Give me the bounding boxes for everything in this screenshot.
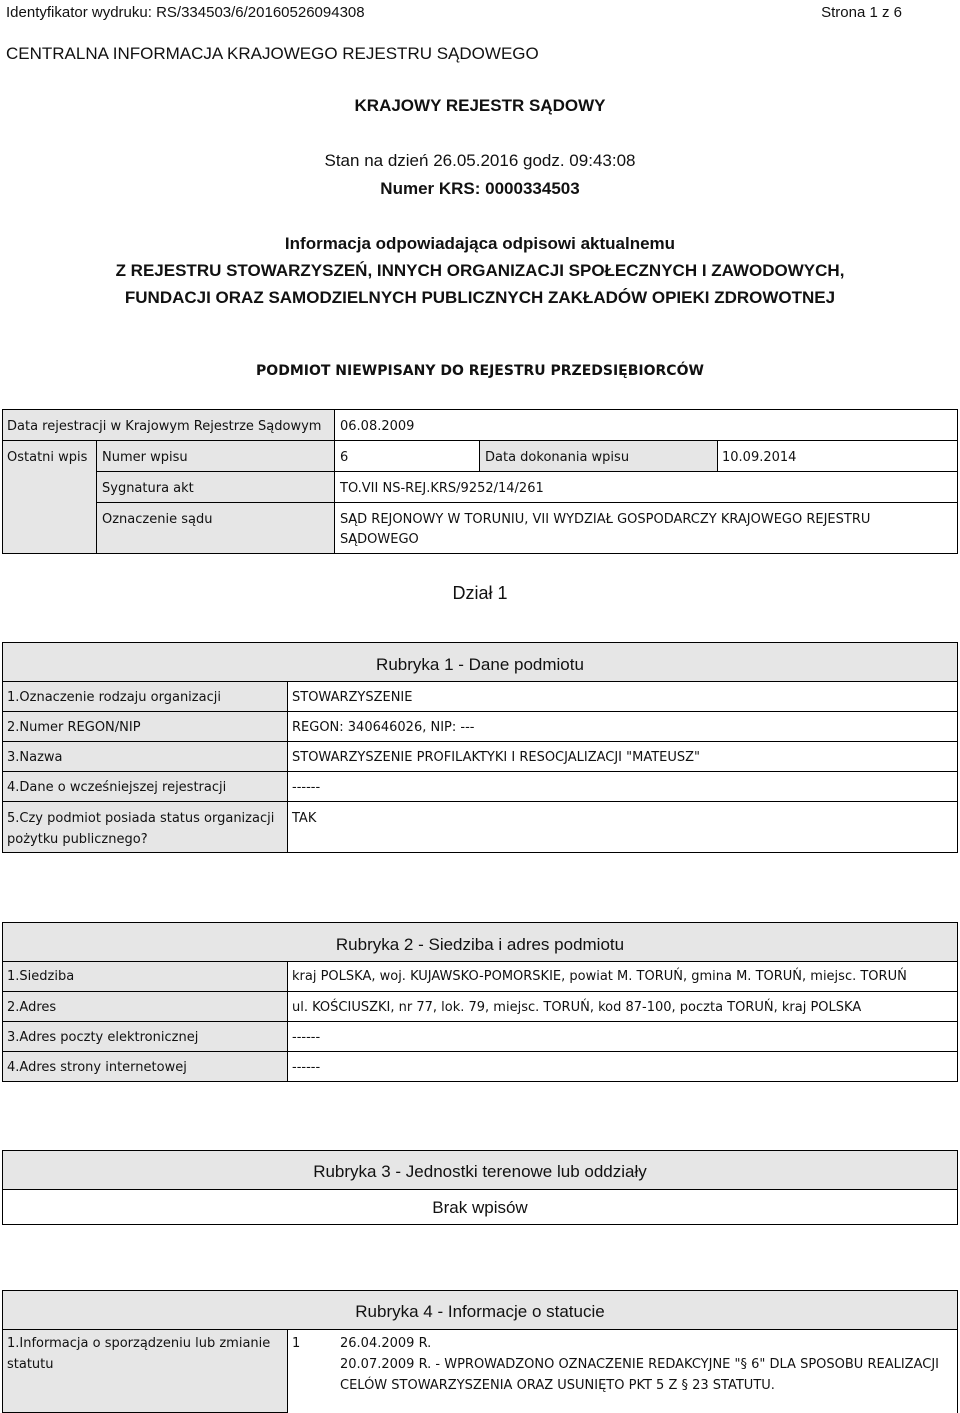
registration-date-label: Data rejestracji w Krajowym Rejestrze Sądowym xyxy=(7,419,322,434)
rubric-1-row-4-value: ------ xyxy=(292,780,321,795)
krs-number: Numer KRS: 0000334503 xyxy=(380,179,580,198)
rubric-4-label-line-1: 1.Informacja o sporządzeniu lub zmianie xyxy=(7,1336,271,1351)
signature-value: TO.VII NS-REJ.KRS/9252/14/261 xyxy=(340,481,544,496)
rubric-1-row-5-value: TAK xyxy=(292,811,317,826)
last-entry-label: Ostatni wpis xyxy=(7,450,88,465)
registry-title: KRAJOWY REJESTR SĄDOWY xyxy=(354,96,606,115)
rubric-4-value-line-2: 20.07.2009 R. - WPROWADZONO OZNACZENIE REDAKCYJNE "§ 6" DLA SPOSOBU REALIZACJI xyxy=(340,1357,939,1372)
rubric-1-row-4-label: 4.Dane o wcześniejszej rejestracji xyxy=(7,780,227,795)
entry-date-label: Data dokonania wpisu xyxy=(485,450,630,465)
rubric-4-value-line-3: CELÓW STOWARZYSZENIA ORAZ USUNIĘTO PKT 5 Z § 23 STATUTU. xyxy=(340,1378,775,1393)
rubric-2-row-1-label: 1.Siedziba xyxy=(7,969,75,984)
rubric-2-row-3-value: ------ xyxy=(292,1030,321,1045)
info-line-1: Informacja odpowiadająca odpisowi aktualnemu xyxy=(284,234,676,253)
rubric-4-label-line-2: statutu xyxy=(7,1357,54,1372)
section-title: Dział 1 xyxy=(452,583,508,603)
subject-note: PODMIOT NIEWPISANY DO REJESTRU PRZEDSIĘBIORCÓW xyxy=(256,363,704,379)
rubric-2-row-2-label: 2.Adres xyxy=(7,1000,57,1015)
print-identifier: Identyfikator wydruku: RS/334503/6/20160526094308 xyxy=(6,4,365,21)
rubric-4-index: 1 xyxy=(292,1336,301,1351)
rubric-1-row-1-value: STOWARZYSZENIE xyxy=(292,690,413,705)
rubric-2-row-2-value: ul. KOŚCIUSZKI, nr 77, lok. 79, miejsc. TORUŃ, kod 87-100, poczta TORUŃ, kraj POLSKA xyxy=(292,1000,862,1015)
entry-number-value: 6 xyxy=(340,450,349,465)
court-label: Oznaczenie sądu xyxy=(102,512,213,527)
entry-number-label: Numer wpisu xyxy=(102,450,188,465)
rubric-1-title: Rubryka 1 - Dane podmiotu xyxy=(376,655,584,674)
info-line-2: Z REJESTRU STOWARZYSZEŃ, INNYCH ORGANIZACJI SPOŁECZNYCH I ZAWODOWYCH, xyxy=(115,261,845,280)
rubric-1-row-3-label: 3.Nazwa xyxy=(7,750,63,765)
rubric-3-title: Rubryka 3 - Jednostki terenowe lub oddziały xyxy=(313,1162,647,1181)
rubric-1-row-5-label-line-2: pożytku publicznego? xyxy=(7,832,148,847)
rubric-1-row-3-value: STOWARZYSZENIE PROFILAKTYKI I RESOCJALIZACJI "MATEUSZ" xyxy=(292,750,701,765)
entry-date-value: 10.09.2014 xyxy=(722,450,797,465)
info-line-3: FUNDACJI ORAZ SAMODZIELNYCH PUBLICZNYCH ZAKŁADÓW OPIEKI ZDROWOTNEJ xyxy=(124,288,836,307)
rubric-4-title: Rubryka 4 - Informacje o statucie xyxy=(355,1302,605,1321)
rubric-2-title: Rubryka 2 - Siedziba i adres podmiotu xyxy=(335,935,625,954)
rubric-2-row-4-value: ------ xyxy=(292,1060,321,1075)
institution-name: CENTRALNA INFORMACJA KRAJOWEGO REJESTRU SĄDOWEGO xyxy=(6,44,539,63)
rubric-1-row-2-value: REGON: 340646026, NIP: --- xyxy=(292,720,475,735)
rubric-2-row-3-label: 3.Adres poczty elektronicznej xyxy=(7,1030,199,1045)
page-number: Strona 1 z 6 xyxy=(821,4,902,21)
rubric-3-empty: Brak wpisów xyxy=(432,1198,528,1217)
state-date: Stan na dzień 26.05.2016 godz. 09:43:08 xyxy=(324,151,636,170)
court-value-line-1: SĄD REJONOWY W TORUNIU, VII WYDZIAŁ GOSPODARCZY KRAJOWEGO REJESTRU xyxy=(340,512,871,527)
rubric-2-row-1-value: kraj POLSKA, woj. KUJAWSKO-POMORSKIE, powiat M. TORUŃ, gmina M. TORUŃ, miejsc. TORUŃ xyxy=(292,969,907,984)
rubric-1-row-1-label: 1.Oznaczenie rodzaju organizacji xyxy=(7,690,221,705)
rubric-1-row-5-label: 5.Czy podmiot posiada status organizacji xyxy=(7,811,275,826)
rubric-1-row-2-label: 2.Numer REGON/NIP xyxy=(7,720,141,735)
rubric-2-row-4-label: 4.Adres strony internetowej xyxy=(7,1060,187,1075)
court-value-line-2: SĄDOWEGO xyxy=(340,532,419,547)
registration-date-value: 06.08.2009 xyxy=(340,419,415,434)
signature-label: Sygnatura akt xyxy=(102,481,194,496)
rubric-4-value-line-1: 26.04.2009 R. xyxy=(340,1336,432,1351)
